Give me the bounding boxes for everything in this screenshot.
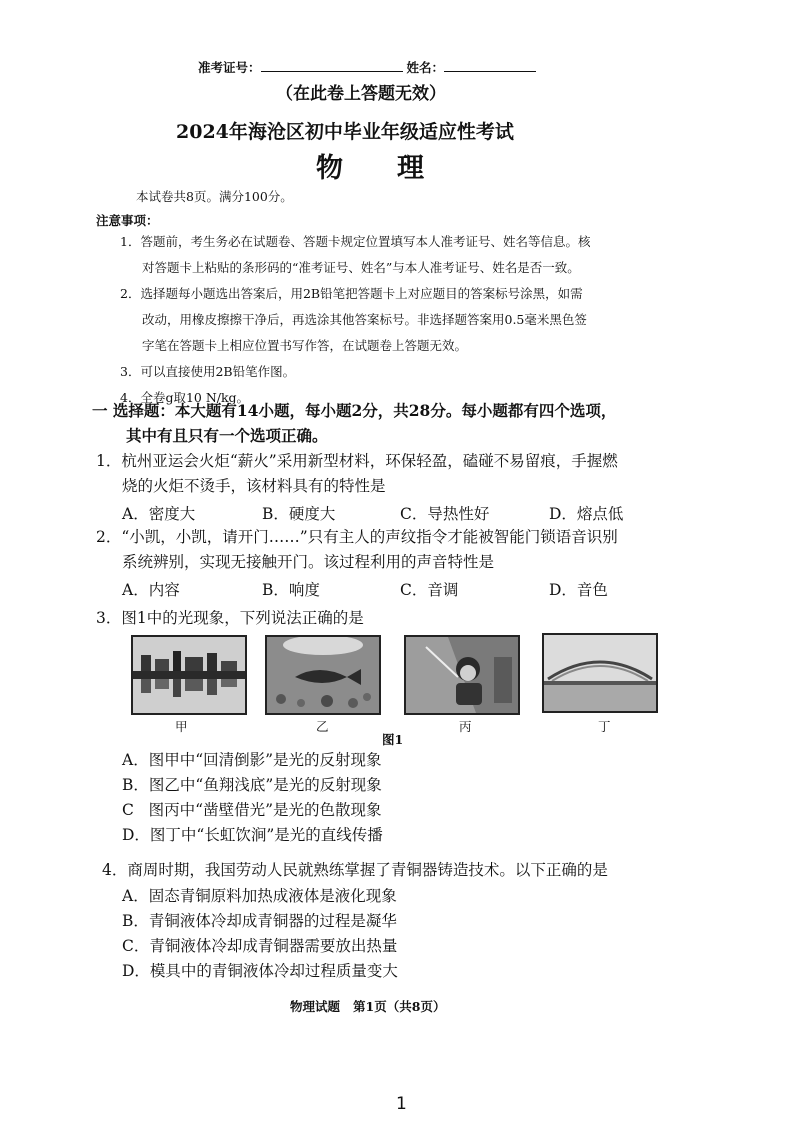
wall-light-photo [406, 637, 518, 713]
q1-line1: 1．杭州亚运会火炬“薪火”采用新型材料，环保轻盈，磕碰不易留痕，手握燃 [96, 452, 618, 470]
exam-id-label: 准考证号： [198, 60, 261, 75]
invalid-note: （在此卷上答题无效） [276, 84, 446, 104]
q4-option-d: D．模具中的青铜液体冷却过程质量变大 [122, 962, 398, 980]
q3-option-b: B．图乙中“鱼翔浅底”是光的反射现象 [122, 776, 382, 794]
name-blank [444, 59, 536, 72]
q4-option-b: B．青铜液体冷却成青铜器的过程是凝华 [122, 912, 397, 930]
section-heading-line1: 一 选择题：本大题有14小题，每小题2分，共28分。每小题都有四个选项， [92, 401, 617, 420]
figure-label-ding: 丁 [598, 719, 611, 734]
figure-label-bing: 丙 [459, 719, 472, 734]
q1-option-c: C．导热性好 [400, 505, 490, 523]
subject-char-1: 物 [316, 153, 345, 184]
subject-title [316, 146, 426, 185]
figure-bing [404, 635, 520, 715]
q4-stem: 4．商周时期，我国劳动人民就熟练掌握了青铜器铸造技术。以下正确的是 [102, 861, 608, 879]
exam-intro: 本试卷共8页。满分100分。 [136, 189, 293, 204]
name-label: 姓名： [406, 60, 445, 75]
question-2 [96, 525, 618, 575]
notes-list [120, 229, 660, 411]
question-1 [96, 449, 618, 499]
notes-heading: 注意事项： [96, 213, 159, 228]
q4-options [122, 884, 398, 984]
exam-title: 2024年海沧区初中毕业年级适应性考试 [176, 121, 514, 143]
q2-option-d: D．音色 [549, 581, 608, 599]
q1-option-d: D．熔点低 [549, 505, 624, 523]
q4-option-a: A．固态青铜原料加热成液体是液化现象 [122, 887, 397, 905]
note-1b: 对答题卡上粘贴的条形码的“准考证号、姓名”与本人准考证号、姓名是否一致。 [142, 260, 580, 275]
page-footer: 物理试题 第1页（共8页） [290, 999, 446, 1014]
figure-label-yi: 乙 [316, 719, 329, 734]
q2-line2: 系统辨别，实现无接触开门。该过程利用的声音特性是 [122, 553, 495, 571]
figure-ding [542, 633, 658, 713]
exam-id-row [198, 58, 536, 76]
figure-jia [131, 635, 247, 715]
q2-option-a: A．内容 [122, 581, 180, 599]
q2-line1: 2．“小凯，小凯，请开门……”只有主人的声纹指令才能被智能门锁语音识别 [96, 528, 618, 546]
q1-option-b: B．硬度大 [262, 505, 336, 523]
exam-id-blank [261, 59, 403, 72]
rainbow-photo [544, 635, 656, 711]
section-heading [92, 398, 616, 448]
q4-option-c: C．青铜液体冷却成青铜器需要放出热量 [122, 937, 398, 955]
q3-stem: 3．图1中的光现象，下列说法正确的是 [96, 609, 364, 627]
q3-option-d: D．图丁中“长虹饮涧”是光的直线传播 [122, 826, 383, 844]
note-3: 3．可以直接使用2B铅笔作图。 [120, 364, 296, 379]
fish-photo [267, 637, 379, 713]
q3-options [122, 748, 383, 848]
note-1a: 1．答题前，考生务必在试题卷、答题卡规定位置填写本人准考证号、姓名等信息。核 [120, 234, 591, 249]
figure-label-jia: 甲 [175, 719, 188, 734]
note-2c: 字笔在答题卡上相应位置书写作答，在试题卷上答题无效。 [142, 338, 468, 353]
reflection-photo [133, 637, 245, 713]
q2-option-b: B．响度 [262, 581, 320, 599]
note-4: 4．全卷g取10 N/kg。 [120, 390, 250, 405]
q3-option-a: A．图甲中“回清倒影”是光的反射现象 [122, 751, 382, 769]
figure-caption: 图1 [382, 732, 404, 747]
q2-option-c: C．音调 [400, 581, 459, 599]
page-number: 1 [396, 1094, 407, 1114]
subject-char-2: 理 [397, 153, 426, 184]
q1-option-a: A．密度大 [122, 505, 196, 523]
figure-yi [265, 635, 381, 715]
q3-option-c: C 图丙中“凿壁借光”是光的色散现象 [122, 801, 382, 819]
section-heading-line2: 其中有且只有一个选项正确。 [126, 426, 328, 445]
q1-line2: 烧的火炬不烫手，该材料具有的特性是 [122, 477, 386, 495]
note-2b: 改动，用橡皮擦擦干净后，再选涂其他答案标号。非选择题答案用0.5毫米黑色签 [142, 312, 587, 327]
note-2a: 2．选择题每小题选出答案后，用2B铅笔把答题卡上对应题目的答案标号涂黑，如需 [120, 286, 583, 301]
